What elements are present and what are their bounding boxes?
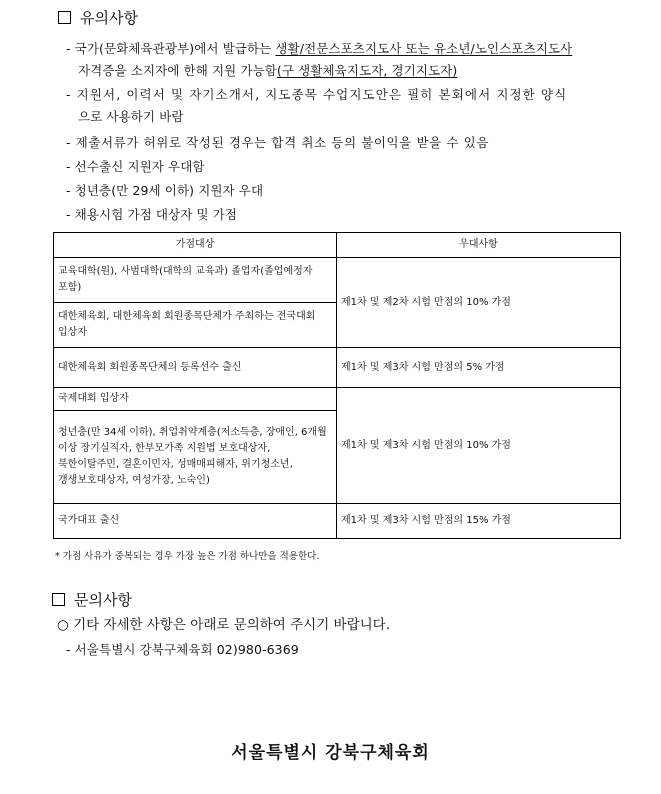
notice-item-6: - 채용시험 가점 대상자 및 가점 (66, 207, 238, 222)
checkbox-square-icon (52, 593, 65, 606)
notice-item-5: - 청년층(만 29세 이하) 지원자 우대 (66, 183, 264, 198)
notice-item-2-line2: 으로 사용하기 바람 (78, 109, 184, 124)
benefit-cell: 제1차 및 제3차 시험 만점의 10% 가점 (337, 388, 621, 504)
notice-item-1-line2: 자격증을 소지자에 한해 지원 가능함(구 생활체육지도자, 경기지도자) (78, 63, 458, 78)
benefit-cell: 제1차 및 제2차 시험 만점의 10% 가점 (337, 258, 621, 348)
target-cell: 대한체육회, 대한체육회 회원종목단체가 주최하는 전국대회 입상자 (54, 303, 337, 348)
footer-org-name: 서울특별시 강북구체육회 (231, 743, 430, 763)
table-header-row (54, 233, 621, 258)
notice-item-4: - 선수출신 지원자 우대함 (66, 159, 205, 174)
table-note: * 가점 사유가 중복되는 경우 가장 높은 가점 하나만을 적용한다. (55, 551, 320, 562)
former-license-names: (구 생활체육지도자, 경기지도자) (276, 63, 458, 78)
inquiry-circle-item: ○ 기타 자세한 사항은 아래로 문의하여 주시기 바랍니다. (57, 617, 391, 633)
table-row (54, 258, 621, 303)
bonus-table (53, 232, 621, 539)
header-benefit: 우대사항 (337, 233, 621, 258)
table-row (54, 348, 621, 388)
header-target: 가점대상 (54, 233, 337, 258)
notice-item-2-line1: - 지원서, 이력서 및 자기소개서, 지도종목 수업지도안은 필히 본회에서 지정한 양식 (66, 87, 568, 102)
target-cell: 국제대회 입상자 (54, 388, 337, 411)
notice-item-3: - 제출서류가 허위로 작성된 경우는 합격 취소 등의 불이익을 받을 수 있음 (66, 135, 489, 150)
notice-heading (58, 7, 138, 28)
target-cell: 청년층(만 34세 이하), 취업취약계층(저소득층, 장애인, 6개월 이상 장기실직자, 한부모가족 지원법 보호대상자, 북한이탈주민, 결혼이민자, 성매매피해자, 위기청소년, 갱생보호대상자, 여성가장, 노숙인) (54, 411, 337, 504)
table-row (54, 504, 621, 539)
notice-title: 유의사항 (80, 9, 138, 27)
checkbox-square-icon (58, 11, 71, 24)
target-cell: 대한체육회 회원종목단체의 등록선수 출신 (54, 348, 337, 388)
license-types: 생활/전문스포츠지도사 또는 유소년/노인스포츠지도사 (275, 41, 573, 56)
table-row (54, 388, 621, 411)
benefit-cell: 제1차 및 제3차 시험 만점의 5% 가점 (337, 348, 621, 388)
target-cell: 국가대표 출신 (54, 504, 337, 539)
benefit-cell: 제1차 및 제3차 시험 만점의 15% 가점 (337, 504, 621, 539)
target-cell: 교육대학(원), 사범대학(대학의 교육과) 졸업자(졸업예정자 포함) (54, 258, 337, 303)
inquiry-contact: - 서울특별시 강북구체육회 02)980-6369 (66, 642, 299, 657)
notice-item-1-line1: - 국가(문화체육관광부)에서 발급하는 생활/전문스포츠지도사 또는 유소년/노인스포츠지도사 (66, 41, 573, 56)
inquiry-heading (52, 589, 132, 610)
inquiry-title: 문의사항 (74, 591, 132, 609)
